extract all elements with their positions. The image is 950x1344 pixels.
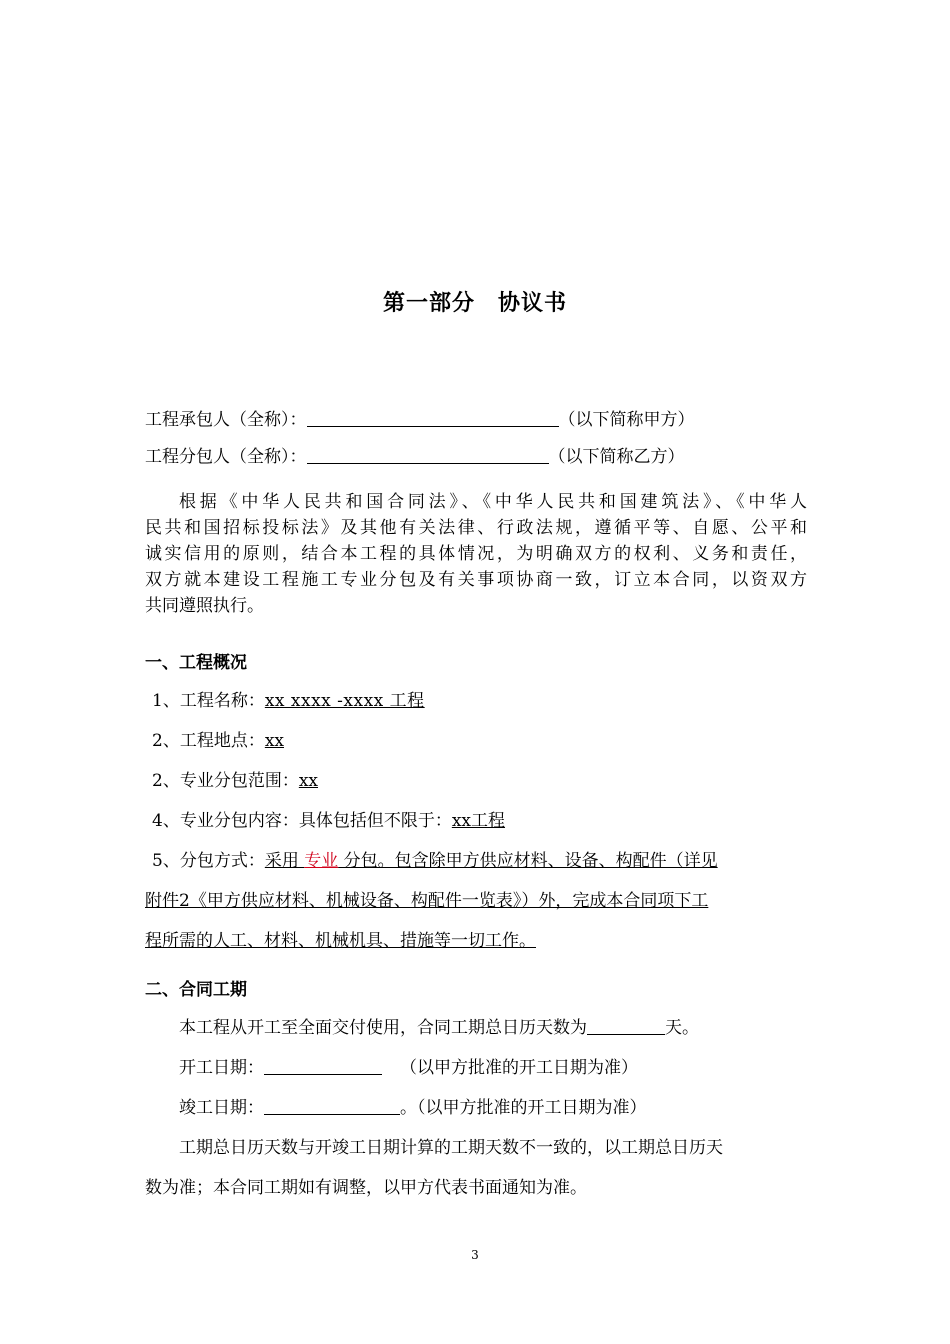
contractor-name-blank[interactable] <box>307 408 559 427</box>
duration-days-blank[interactable] <box>587 1016 665 1035</box>
method-line2-b: 2《甲方供应材料、机械设备、构配件一览表》）外，完成本合同项下工 <box>179 891 709 911</box>
end-date-blank[interactable] <box>264 1096 400 1115</box>
duration-line <box>179 1016 699 1040</box>
end-date-suffix: 。（以甲方批准的开工日期为准） <box>400 1098 647 1118</box>
scope-label: 2、专业分包范围： <box>152 771 299 791</box>
intro-paragraph <box>145 489 807 619</box>
subcontractor-suffix: （以下简称乙方） <box>548 447 685 467</box>
content-label: 4、专业分包内容：具体包括但不限于： <box>152 811 452 831</box>
project-location-line <box>152 729 293 753</box>
section-heading-duration: 二、合同工期 <box>145 980 247 1000</box>
duration-note-line-2 <box>145 1176 587 1200</box>
content-value: xx工程 <box>451 811 506 831</box>
method-line2-a: 附件 <box>145 891 179 911</box>
page-number: 3 <box>471 1248 479 1262</box>
duration-note-1: 工期总日历天数与开竣工日期计算的工期天数不一致的，以工期总日历天 <box>179 1138 723 1158</box>
method-prefix: 采用 <box>264 851 305 871</box>
intro-line: 共同遵照执行。 <box>145 596 264 616</box>
start-date-blank[interactable] <box>264 1056 382 1075</box>
intro-line: 根据《中华人民共和国合同法》、《中华人民共和国建筑法》、《中华人 <box>179 492 807 512</box>
section-heading-overview: 一、工程概况 <box>145 653 247 673</box>
method-highlight: 专业 <box>304 851 339 871</box>
duration-note-2: 数为准；本合同工期如有调整，以甲方代表书面通知为准。 <box>145 1178 587 1198</box>
content-line <box>152 809 505 833</box>
project-name-value: xx xxxx -xxxx 工程 <box>264 691 425 711</box>
contractor-line <box>145 408 695 432</box>
project-location-label: 2、工程地点： <box>152 731 265 751</box>
subcontractor-name-blank[interactable] <box>307 445 549 464</box>
duration-prefix: 本工程从开工至全面交付使用，合同工期总日历天数为 <box>179 1018 587 1038</box>
start-date-suffix: （以甲方批准的开工日期为准） <box>400 1058 638 1078</box>
intro-line: 诚实信用的原则，结合本工程的具体情况，为明确双方的权利、义务和责任， <box>145 544 807 564</box>
end-date-label: 竣工日期： <box>179 1098 264 1118</box>
method-label: 5、分包方式： <box>152 851 265 871</box>
start-date-label: 开工日期： <box>179 1058 264 1078</box>
method-rest: 分包。包含除甲方供应材料、设备、构配件（详见 <box>338 851 718 871</box>
subcontractor-line <box>145 445 685 469</box>
method-line-1 <box>152 849 718 873</box>
end-date-line <box>179 1096 647 1120</box>
subcontractor-label: 工程分包人（全称）： <box>145 447 307 467</box>
intro-line: 双方就本建设工程施工专业分包及有关事项协商一致，订立本合同，以资双方 <box>145 570 807 590</box>
duration-note-line-1 <box>179 1136 723 1160</box>
page-title: 第一部分 协议书 <box>382 291 567 316</box>
start-date-line <box>179 1056 638 1080</box>
project-name-label: 1、工程名称： <box>152 691 265 711</box>
intro-line: 民共和国招标投标法》及其他有关法律、行政法规，遵循平等、自愿、公平和 <box>145 518 807 538</box>
project-name-line <box>152 689 601 713</box>
contractor-label: 工程承包人（全称）： <box>145 410 307 430</box>
method-line-3 <box>145 929 536 953</box>
scope-value: xx <box>298 771 319 791</box>
duration-suffix: 天。 <box>665 1018 699 1038</box>
contractor-suffix: （以下简称甲方） <box>558 410 695 430</box>
scope-line <box>152 769 337 793</box>
method-line3: 程所需的人工、材料、机械机具、措施等一切工作。 <box>145 931 536 951</box>
method-line-2 <box>145 889 708 913</box>
project-location-value: xx <box>264 731 285 751</box>
